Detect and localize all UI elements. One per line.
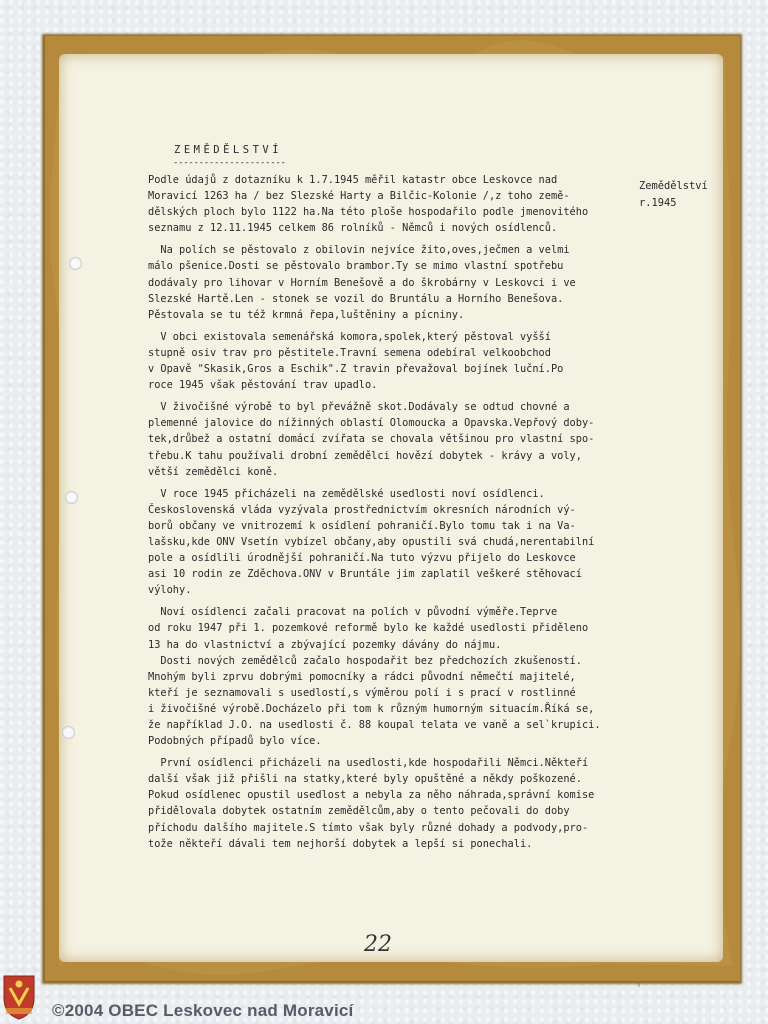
margin-note (639, 178, 708, 212)
paragraph: V živočišné výrobě to byl převážně skot.Dodávaly se odtud chovné a plemenné jalovice do nížinných oblastí Olomoucka a Opavska.Vepřový doby- tek,drůbež a ostatní domácí zvířata se chovala většinou pro vlastní spo- třebu.K tahu používali drobní zemědělci hovězí dobytek - krávy a voly, větší zemědělci koně. (148, 401, 595, 478)
document-heading: ZEMĚDĚLSTVÍ (174, 144, 283, 156)
punch-hole (65, 491, 78, 504)
handwritten-page-number: 22 (364, 932, 392, 957)
edge-mark: ı (638, 982, 640, 989)
paragraph: V roce 1945 přicházeli na zemědělské usedlosti noví osídlenci. Československá vláda vyzývala prostřednictvím okresních národních vý- borů občany ve vnitrozemí k osídlení pohraničí.Bylo tomu tak i na Va- lašsku,kde ONV Vsetín vybízel občany,aby opustili svá chudá,nerentabilní pole a osídlili úrodnější pohraničí.Na tuto výzvu přijelo do Leskovce asi 10 rodin ze Zděchova.ONV v Bruntále jim zaplatil veškeré stěhovací výlohy. (148, 487, 595, 597)
punch-hole (62, 726, 75, 739)
copyright-watermark: ©2004 OBEC Leskovec nad Moravicí (52, 1001, 354, 1020)
punch-hole (69, 257, 82, 270)
paragraph: V obci existovala semenářská komora,spolek,který pěstoval vyšší stupně osiv trav pro pěstitele.Travní semena odebíral velkoobchod v Opavě "Skasik,Gros a Eschik".Z travin převažoval bojínek luční.Po roce 1945 však pěstování trav upadlo. (148, 330, 564, 392)
paragraph: Noví osídlenci začali pracovat na polích v původní výměře.Teprve od roku 1947 při 1. pozemkové reformě bylo ke každé usedlosti přiděleno 13 ha do vlastnictví a zbývající pozemky dávány do nájmu. Dosti nových zemědělců začalo hospodařit bez předchozích zkušeností. Mnohým byli zprvu dobrými pomocníky a rádci původní němečtí majitelé, kteří je seznamovali s usedlostí,s výměrou polí i s prací v rostlinné i živočišné výrobě.Docházelo při tom k různým humorným situacím.Říká se, že například J.O. na usedlosti č. 88 koupal telata ve vaně a sel`krupici. Podobných případů bylo více. (148, 606, 601, 748)
typed-body-text (148, 172, 628, 858)
paragraph: Podle údajů z dotazníku k 1.7.1945 měřil katastr obce Leskovce nad Moravicí 1263 ha / bez Slezské Harty a Bilčic-Kolonie /,z toho země- dělských ploch bylo 1122 ha.Na této ploše hospodařilo podle jmenovitého seznamu z 12.11.1945 celkem 86 rolníků - Němců i nových osídlenců. (148, 174, 589, 235)
paragraph: Na polích se pěstovalo z obilovin nejvíce žito,oves,ječmen a velmi málo pšenice.Dosti se pěstovalo brambor.Ty se mimo vlastní spotřebu dodávaly pro lihovar v Horním Benešově a do škrobárny v Leskovci i ve Slezské Hartě.Len - stonek se vozil do Bruntálu a Horního Benešova. Pěstovala se tu též krmná řepa,luštěniny a pícniny. (148, 244, 576, 321)
margin-note-line: Zemědělství (639, 180, 708, 192)
margin-note-line: r.1945 (639, 197, 677, 209)
municipal-coat-of-arms-icon (2, 974, 36, 1020)
paragraph: První osídlenci přicházeli na usedlosti,kde hospodařili Němci.Někteří další však již přišli na statky,které byly opuštěné a někdy poškozené. Pokud osídlenec opustil usedlost a nebyla za něho náhrada,správní komise přidělovala dobytek ostatním zemědělcům,aby o tento pečovali do doby příchodu dalšího majitele.S tímto však byly různé dohady a podvody,pro- tože někteří dávali tem nejhorší dobytek a lepší si ponechali. (148, 757, 595, 850)
heading-underline: ---------------------- (173, 158, 286, 168)
